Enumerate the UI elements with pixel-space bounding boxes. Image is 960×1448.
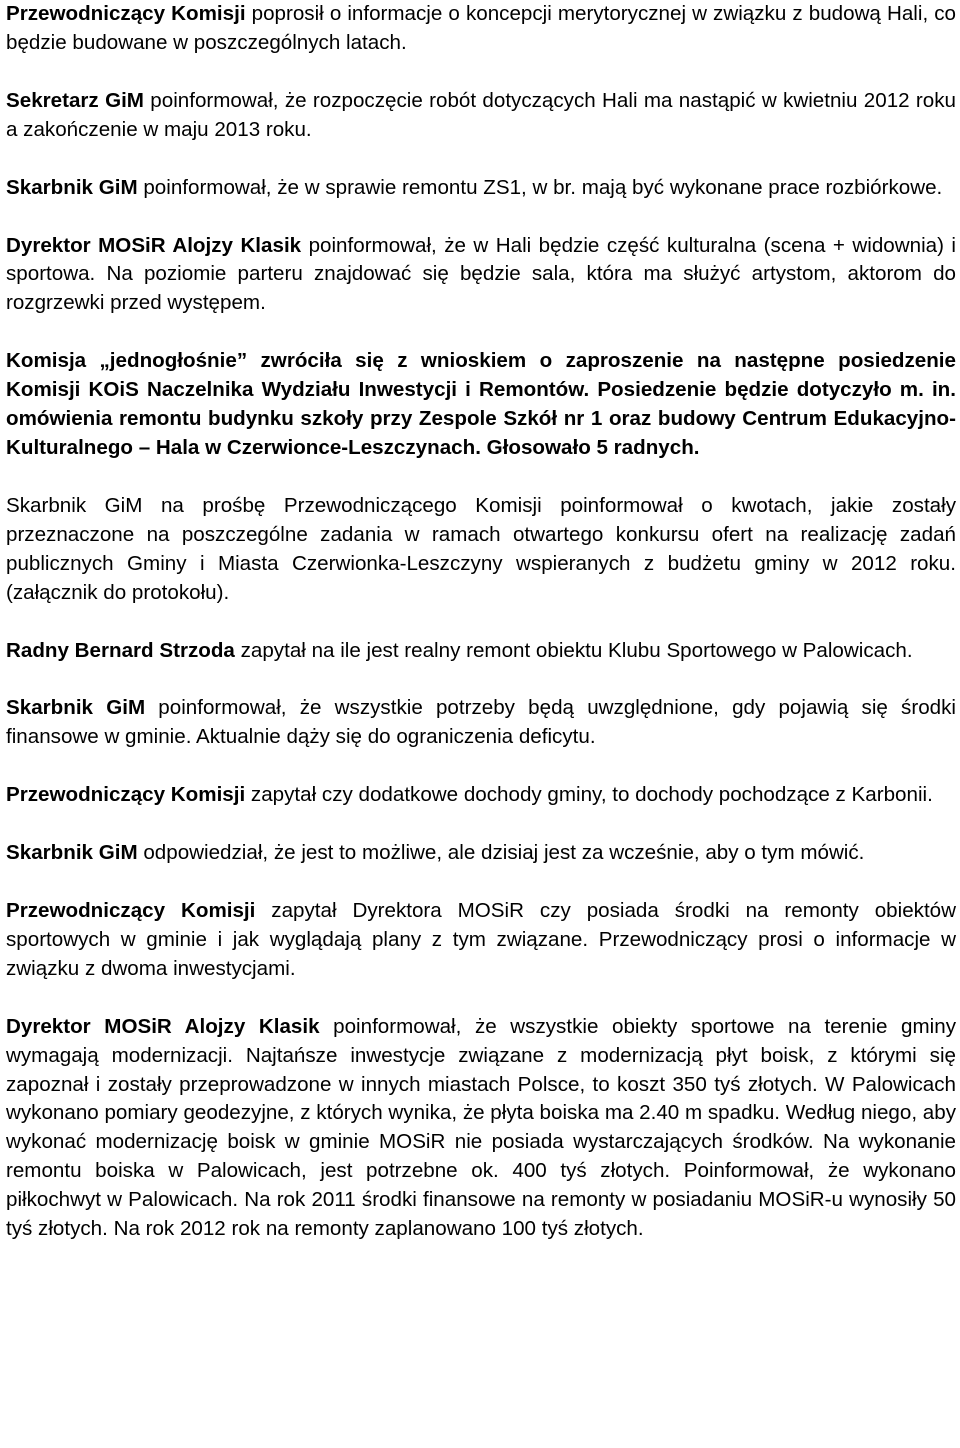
document-page <box>6 0 956 1244</box>
resolution-paragraph <box>6 347 956 463</box>
paragraph <box>6 694 956 752</box>
paragraph <box>6 174 956 203</box>
speaker-name: Przewodniczący Komisji <box>6 783 246 807</box>
paragraph-text: poinformował, że w sprawie remontu ZS1, w br. mają być wykonane prace rozbiórkowe. <box>137 175 943 199</box>
speaker-name: Sekretarz GiM <box>6 88 144 112</box>
paragraph <box>6 637 956 666</box>
speaker-name: Dyrektor MOSiR Alojzy Klasik <box>6 233 302 257</box>
paragraph <box>6 87 956 145</box>
paragraph <box>6 0 956 58</box>
paragraph <box>6 492 956 608</box>
speaker-name: Przewodniczący Komisji <box>6 899 256 923</box>
paragraph <box>6 839 956 868</box>
paragraph-text: poinformował, że rozpoczęcie robót dotyczących Hali ma nastąpić w kwietniu 2012 roku a zakończenie w maju 2013 roku. <box>6 88 956 141</box>
paragraph-text: zapytał Dyrektora MOSiR czy posiada środki na remonty obiektów sportowych w gminie i jak wyglądają plany z tym związane. Przewodniczący prosi o informacje w związku z dwoma inwestycjami. <box>6 899 956 980</box>
paragraph <box>6 232 956 319</box>
speaker-name: Radny Bernard Strzoda <box>6 638 235 662</box>
paragraph-text: odpowiedział, że jest to możliwe, ale dzisiaj jest za wcześnie, aby o tym mówić. <box>137 841 865 865</box>
paragraph <box>6 897 956 984</box>
speaker-name: Skarbnik GiM <box>6 841 138 865</box>
speaker-name: Dyrektor MOSiR Alojzy Klasik <box>6 1014 320 1038</box>
paragraph <box>6 781 956 810</box>
paragraph-text: poinformował, że wszystkie potrzeby będą uwzględnione, gdy pojawią się środki finansowe w gminie. Aktualnie dąży się do ograniczenia deficytu. <box>6 696 956 749</box>
paragraph-text: na prośbę Przewodniczącego Komisji poinformował o kwotach, jakie zostały przeznaczone na poszczególne zadania w ramach otwartego konkursu ofert na realizację zadań publicznych Gminy i Miasta Czerwionka-Leszczyny wspieranych z budżetu gminy w 2012 roku.(załącznik do protokołu). <box>6 493 956 604</box>
paragraph-text: poinformował, że wszystkie obiekty sportowe na terenie gminy wymagają modernizacji. Najtańsze inwestycje związane z modernizacją płyt boisk, z którymi się zapoznał i zostały przeprowadzone w innych miastach Polsce, to koszt 350 tyś złotych. W Palowicach wykonano pomiary geodezyjne, z których wynika, że płyta boiska ma 2.40 m spadku. Według niego, aby wykonać modernizację boisk w gminie MOSiR nie posiada wystarczających środków. Na wykonanie remontu boiska w Palowicach, jest potrzebne ok. 400 tyś złotych. Poinformował, że wykonano piłkochwyt w Palowicach. Na rok 2011 środki finansowe na remonty w posiadaniu MOSiR-u wynosiły 50 tyś złotych. Na rok 2012 rok na remonty zaplanowano 100 tyś złotych. <box>6 1014 956 1241</box>
speaker-name: Skarbnik GiM <box>6 696 146 720</box>
paragraph-text: zapytał na ile jest realny remont obiektu Klubu Sportowego w Palowicach. <box>234 638 913 662</box>
paragraph-text: poinformował, że w Hali będzie część kulturalna (scena + widownia) i sportowa. Na poziomie parteru znajdować się będzie sala, która ma służyć artystom, aktorom do rozgrzewki przed występem. <box>6 233 956 315</box>
paragraph <box>6 1013 956 1244</box>
speaker-name: Skarbnik GiM <box>6 175 138 199</box>
paragraph-text: zapytał czy dodatkowe dochody gminy, to dochody pochodzące z Karbonii. <box>245 783 933 807</box>
speaker-name: Skarbnik GiM <box>6 493 143 517</box>
paragraph-text: poprosił o informacje o koncepcji merytorycznej w związku z budową Hali, co będzie budowane w poszczególnych latach. <box>6 2 956 54</box>
speaker-name: Przewodniczący Komisji <box>6 2 246 25</box>
resolution-text: Komisja „jednogłośnie” zwróciła się z wnioskiem o zaproszenie na następne posiedzenie Komisji KOiS Naczelnika Wydziału Inwestycji i Remontów. Posiedzenie będzie dotyczyło m. in. omówienia remontu budynku szkoły przy Zespole Szkół nr 1 oraz budowy Centrum Edukacyjno-Kulturalnego – Hala w Czerwionce-Leszczynach. Głosowało 5 radnych. <box>6 349 956 459</box>
